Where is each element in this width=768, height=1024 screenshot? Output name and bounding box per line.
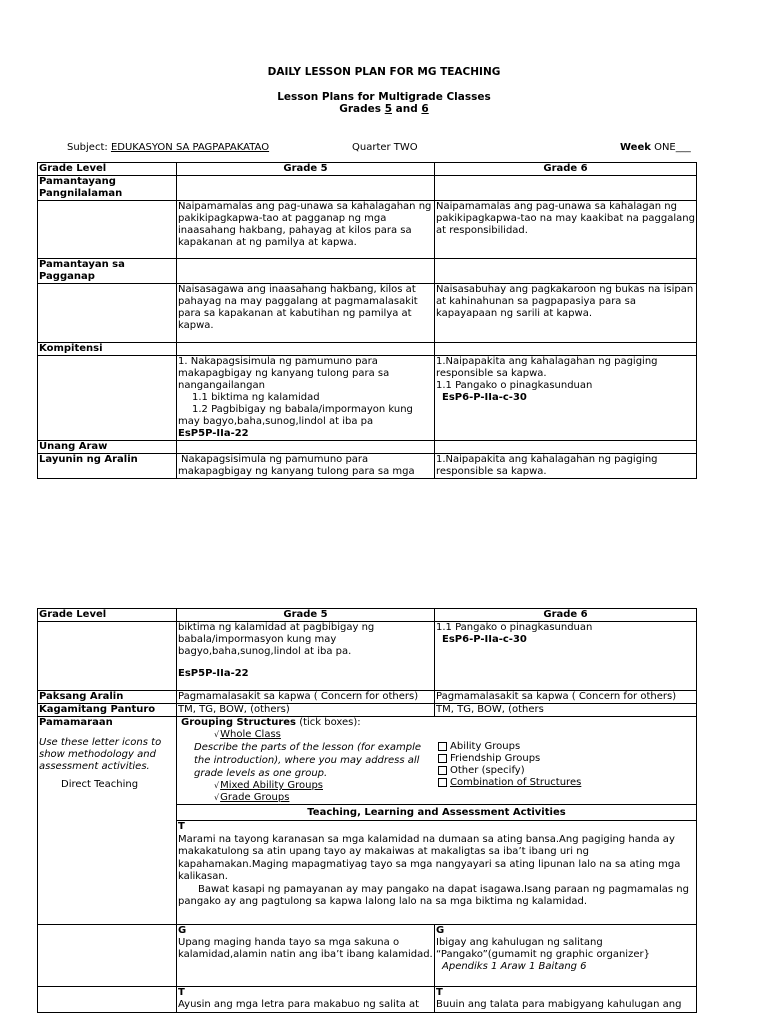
- paksang-grade5: Pagmamalasakit sa kapwa ( Concern for others): [177, 691, 435, 704]
- friendship-groups-option[interactable]: Friendship Groups: [438, 753, 581, 765]
- t2-marker-grade6: T: [436, 987, 443, 998]
- layunin-grade5: Nakapagsisimula ng pamumuno para makapagbigay ng kanyang tulong para sa mga: [177, 454, 435, 479]
- whole-class-description: Describe the parts of the lesson (for example the introduction), where you may address all grade levels as one group.: [194, 742, 422, 779]
- kompitensi-label: Kompitensi: [38, 343, 177, 356]
- kompitensi-grade6: [435, 356, 697, 441]
- week-value: ONE___: [654, 142, 691, 153]
- pamamaraan-note: Use these letter icons to show methodology and assessment activities.: [39, 737, 162, 772]
- cont-g6-code: EsP6-P-IIa-c-30: [442, 634, 527, 645]
- komp-g5-item2: 1.1 biktima ng kalamidad: [192, 392, 320, 403]
- teaching-activity-t: [177, 821, 697, 925]
- combination-option[interactable]: Combination of Structures: [438, 777, 581, 789]
- checkbox-icon: [438, 766, 447, 775]
- direct-teaching-label: Direct Teaching: [61, 779, 139, 790]
- tla-heading: Teaching, Learning and Assessment Activities: [177, 805, 697, 821]
- pamamaraan-label: Pamamaraan: [39, 717, 113, 728]
- g-text-grade6: Ibigay ang kahulugan ng salitang “Pangako”(gumamit ng graphic organizer}: [436, 937, 650, 960]
- grade-groups-option[interactable]: √Grade Groups: [214, 792, 290, 803]
- kompitensi-grade5: [177, 356, 435, 441]
- cont-g5-text: biktima ng kalamidad at pagbibigay ng babala/impormasyon kung may bagyo,baha,sunog,lindol at iba pa.: [178, 622, 375, 657]
- document-title: DAILY LESSON PLAN FOR MG TEACHING: [267, 66, 501, 78]
- activity-g-grade5: [177, 925, 435, 987]
- pamantayang-grade5: Naipamamalas ang pag-unawa sa kahalagahan ng pakikipagkapwa-tao at pagganap ng mga inaasahang hakbang, pahayag at kilos para sa kapakanan at ng pamilya at kapwa.: [177, 201, 435, 259]
- layunin-label: Layunin ng Aralin: [38, 454, 177, 479]
- komp-g5-item1: 1. Nakapagsisimula ng pamumuno para makapagbigay ng kanyang tulong para sa nangangailangan: [178, 356, 390, 391]
- checkbox-icon: [438, 778, 447, 787]
- g-text-grade5: Upang maging handa tayo sa mga sakuna o kalamidad,alamin natin ang iba’t ibang kalamidad.: [178, 937, 433, 960]
- subject-value: EDUKASYON SA PAGPAPAKATAO: [110, 142, 270, 153]
- komp-g6-item2: 1.1 Pangako o pinagkasunduan: [436, 380, 593, 391]
- t-marker: T: [178, 821, 185, 832]
- grades-line: [0, 103, 768, 115]
- lesson-plan-table-2: [37, 608, 697, 1013]
- grades-prefix: Grades: [339, 103, 382, 115]
- header2-grade-level: Grade Level: [38, 609, 177, 622]
- komp-g6-item1: 1.Naipapakita ang kahalagahan ng pagiging responsible sa kapwa.: [436, 356, 658, 379]
- header-grade-level: Grade Level: [38, 163, 177, 176]
- cont-g6-text: 1.1 Pangako o pinagkasunduan: [436, 622, 593, 633]
- activity-t2-grade6: [435, 987, 697, 1013]
- checkbox-icon: [438, 754, 447, 763]
- whole-class-option[interactable]: √Whole Class: [214, 729, 281, 740]
- grouping-structures-cell: [177, 717, 697, 805]
- pagganap-grade5: Naisasagawa ang inaasahang hakbang, kilos at pahayag na may paggalang at pagmamalasakit para sa kapakanan at kabutihan ng pamilya at kapwa.: [177, 284, 435, 343]
- paksang-label: Paksang Aralin: [38, 691, 177, 704]
- g-marker-grade6: G: [436, 925, 445, 936]
- other-specify-option[interactable]: Other (specify): [438, 765, 581, 777]
- g-appendix-grade6: Apendiks 1 Araw 1 Baitang 6: [442, 961, 587, 972]
- quarter-label: Quarter TWO: [352, 142, 418, 153]
- t-paragraph-1: Marami na tayong karanasan sa mga kalamidad na dumaan sa ating bansa.Ang pagiging handa ay makakatulong sa atin upang tayo ay makaiwas at makaligtas sa iba’t ibang uri ng kapahamakan.Maging mapagmatiyag tayo sa mga nangyayari sa ating lipunan lalo na sa ating mga kalikasan.: [178, 833, 681, 882]
- cont-g5-code: EsP5P-IIa-22: [178, 668, 249, 679]
- header2-grade-6: Grade 6: [435, 609, 697, 622]
- tick-icon: √: [214, 781, 220, 790]
- header-grade-6: Grade 6: [435, 163, 697, 176]
- kagamitan-grade5: TM, TG, BOW, (others): [177, 704, 435, 717]
- kagamitan-label: Kagamitang Panturo: [38, 704, 177, 717]
- pamamaraan-cell: [38, 717, 177, 925]
- komp-g6-code: EsP6-P-IIa-c-30: [442, 392, 527, 403]
- unang-araw-label: Unang Araw: [38, 441, 177, 454]
- mixed-ability-option[interactable]: √Mixed Ability Groups: [214, 780, 323, 791]
- continued-grade5: [177, 622, 435, 691]
- grade-a: 5: [384, 103, 393, 115]
- document-subtitle: Lesson Plans for Multigrade Classes: [277, 91, 491, 103]
- activity-t2-grade5: [177, 987, 435, 1013]
- pamantayang-grade6: Naipamamalas ang pag-unawa sa kahalagan ng pakikipagkapwa-tao na may kaakibat na paggalang at responsibilidad.: [435, 201, 697, 259]
- komp-g5-code: EsP5P-IIa-22: [178, 428, 249, 439]
- ability-groups-option[interactable]: Ability Groups: [438, 741, 581, 753]
- subject-label: Subject:: [67, 142, 108, 153]
- week-label: Week: [620, 142, 651, 153]
- grouping-title-line: [178, 717, 695, 729]
- header2-grade-5: Grade 5: [177, 609, 435, 622]
- continued-grade6: [435, 622, 697, 691]
- paksang-grade6: Pagmamalasakit sa kapwa ( Concern for others): [435, 691, 697, 704]
- komp-g5-item3: 1.2 Pagbibigay ng babala/impormayon kung may bagyo,baha,sunog,lindol at iba pa: [178, 404, 413, 427]
- kagamitan-grade6: TM, TG, BOW, (others: [435, 704, 697, 717]
- tick-icon: √: [214, 730, 220, 739]
- t2-text-grade6: Buuin ang talata para mabigyang kahulugan ang: [436, 999, 682, 1010]
- checkbox-icon: [438, 742, 447, 751]
- lesson-plan-table-1: [37, 162, 697, 479]
- grouping-title: Grouping Structures: [181, 717, 296, 728]
- pamantayang-label: Pamantayang Pangnilalaman: [38, 176, 177, 201]
- activity-g-grade6: [435, 925, 697, 987]
- pagganap-label: Pamantayan sa Pagganap: [38, 259, 177, 284]
- header-grade-5: Grade 5: [177, 163, 435, 176]
- t2-text-grade5: Ayusin ang mga letra para makabuo ng salita at: [178, 999, 420, 1010]
- other-grouping-options: [438, 741, 581, 789]
- g-marker-grade5: G: [178, 925, 187, 936]
- week-line: [620, 142, 691, 153]
- subject-line: [67, 142, 269, 153]
- t-paragraph-2: Bawat kasapi ng pamayanan ay may pangako na dapat isagawa.Isang paraan ng pagmamalas ng pangako ay ang pagtulong sa kapwa lalong lalo na sa mga biktima ng kalamidad.: [178, 883, 689, 907]
- layunin-grade6: 1.Naipapakita ang kahalagahan ng pagiging responsible sa kapwa.: [435, 454, 697, 479]
- pagganap-grade6: Naisasabuhay ang pagkakaroon ng bukas na isipan at kahinahunan sa pagpapasiya para sa kapayapaan ng sarili at kapwa.: [435, 284, 697, 343]
- tick-icon: √: [214, 793, 220, 802]
- grades-and: and: [395, 103, 418, 115]
- grade-b: 6: [421, 103, 429, 115]
- grouping-hint: (tick boxes):: [299, 717, 361, 728]
- t2-marker-grade5: T: [178, 987, 185, 998]
